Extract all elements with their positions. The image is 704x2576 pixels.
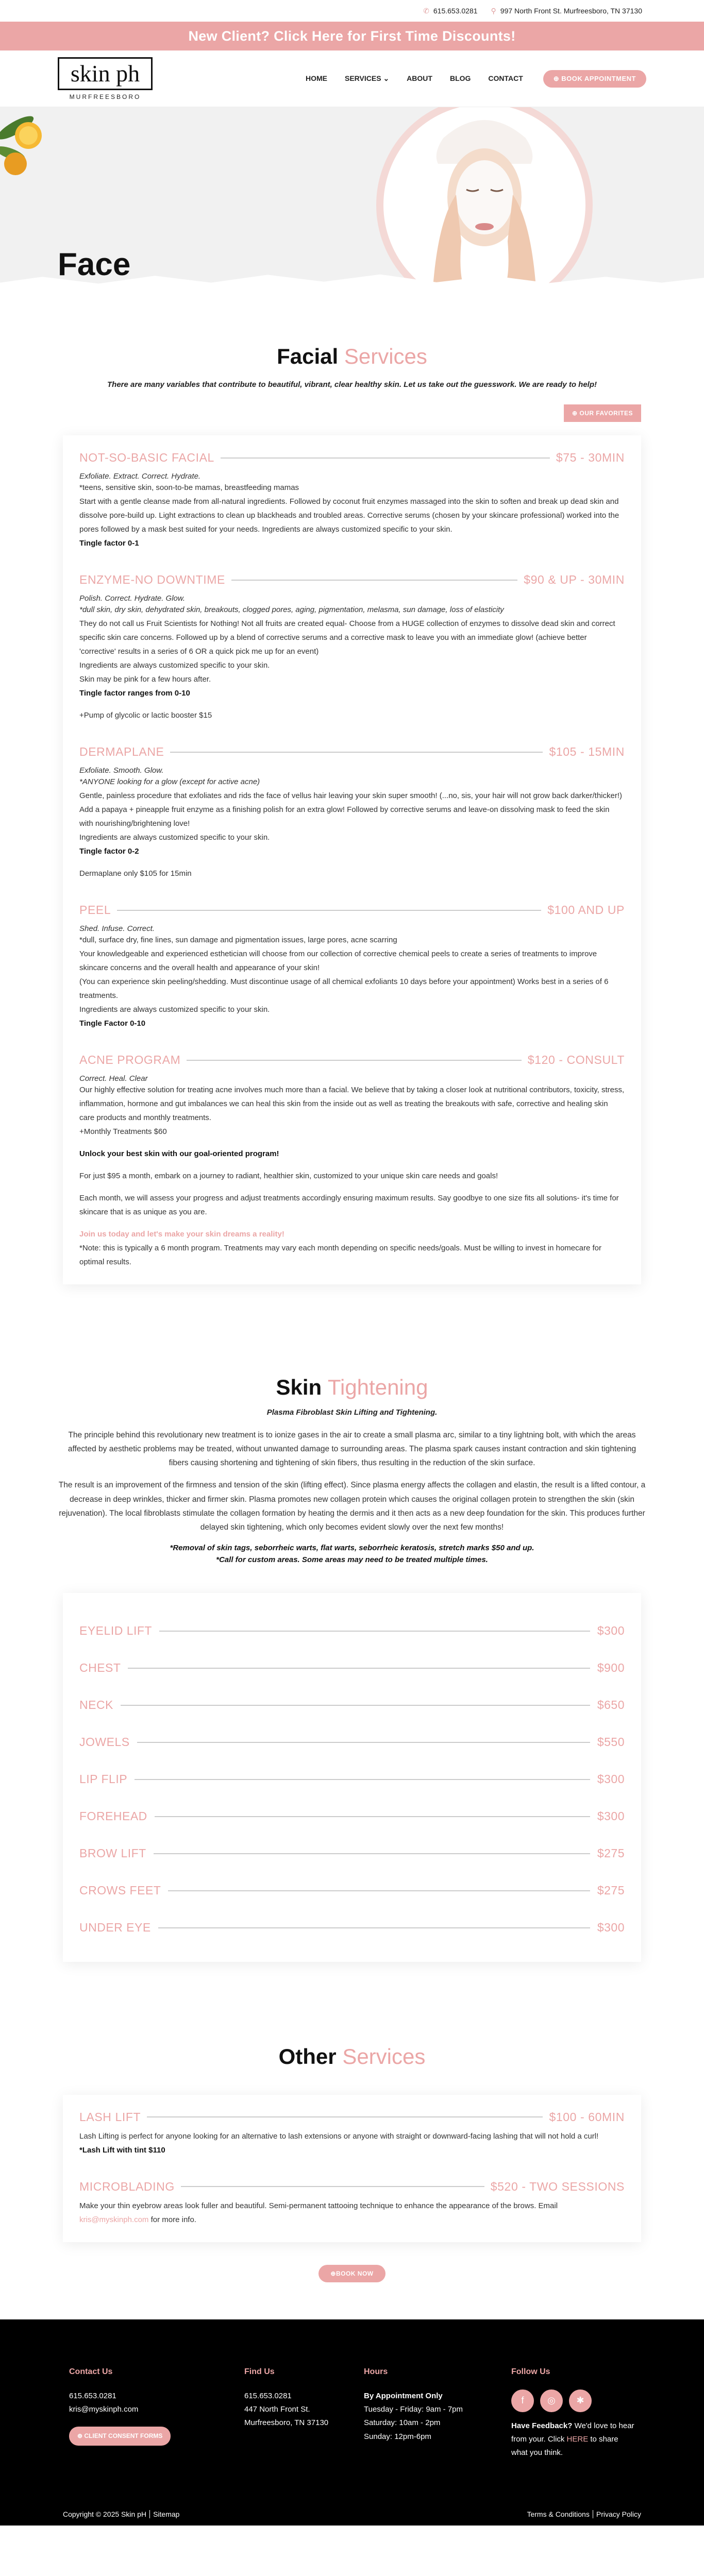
facial-section <box>0 344 704 1284</box>
menu-contact[interactable]: CONTACT <box>488 74 523 82</box>
plus-icon: ⊕ <box>572 410 580 417</box>
price-row: NECK $650 <box>79 1698 625 1712</box>
footer-bottom: Copyright © 2025 Skin pH Sitemap Terms & Conditions Privacy Policy <box>63 2510 641 2518</box>
footer-phone[interactable]: 615.653.0281 <box>69 2391 116 2400</box>
plus-icon: ⊕ <box>330 2269 336 2277</box>
chevron-down-icon: ⌄ <box>383 74 390 82</box>
logo[interactable]: skin ph MURFREESBORO <box>58 57 153 100</box>
plus-icon: ⊕ <box>77 2432 85 2440</box>
consent-forms-button[interactable]: ⊕ CLIENT CONSENT FORMS <box>69 2427 171 2446</box>
price-row: JOWELS $550 <box>79 1735 625 1749</box>
service-lash-lift: LASH LIFT $100 - 60MIN Lash Lifting is perfect for anyone looking for an alternative to lash extensions or anyone with straight or downward-facing lashing that will not hold a curl! *Lash Lift with tint $110 <box>79 2110 625 2155</box>
service-dermaplane: DERMAPLANE $105 - 15MIN Exfoliate. Smooth. Glow. *ANYONE looking for a glow (except for active acne) Gentle, painless procedure that exfoliates and rids the face of vellus hair leaving your skin super smooth! (...no, sis, your hair will not grow back darker/thicker!) Add a papaya + pineapple fruit enzyme as a finishing polish for an extra glow! Followed by corrective serums and leave-on dissolving mask to feed the skin with nourishing/brightening love! Ingredients are always customized specific to your skin. Tingle factor 0-2 Dermaplane only $105 for 15min <box>79 745 625 878</box>
tightening-section: Skin Tightening Plasma Fibroblast Skin Lifting and Tightening. The principle behind this revolutionary new treatment is to ionize gases in the air to create a small plasma arc, similar to a tiny lightning bolt, with which the areas affected by aesthetic problems may be treated, without unwanted damage to surrounding areas. The plasma spark causes instant contraction and skin tightening fibers causing shortening and tightening of skin fibers, thus resulting in the reduction of the skin surface. The result is an improvement of the firmness and tension of the skin (lifting effect). Since plasma energy affects the collagen and elastin, the result is a lifted contour, a decrease in deep wrinkles, thicker and firmer skin. Plasma promotes new collagen protein which causes the original collagen protein to strengthen the skin (skin rejuvenation). The local fibroblasts stimulate the collagen formation by heating the dermis and it then acts as a new deep foundation for the skin. This produces further delayed skin tightening, which only becomes evident slowly over the next few months! *Removal of skin tags, seborrheic warts, flat warts, seborrheic keratosis, stretch marks $50 and up. *Call for custom areas. Some areas may need to be treated multiple times. EYELID LIFT $300 CHEST $900 NECK $650 JOWELS $550 LIP FLIP $300 FOREHEAD $300 BROW LIFT $275 CROWS FEET $275 UNDER EYE $300 <box>0 1375 704 1962</box>
sitemap-link[interactable]: Sitemap <box>153 2510 180 2518</box>
privacy-link[interactable]: Privacy Policy <box>596 2510 641 2518</box>
footer-hours: Hours By Appointment Only Tuesday - Friday: 9am - 7pm Saturday: 10am - 2pm Sunday: 12pm-6pm <box>364 2367 463 2441</box>
price-row: UNDER EYE $300 <box>79 1921 625 1935</box>
book-appointment-button[interactable]: ⊕ BOOK APPOINTMENT <box>543 70 646 88</box>
main-menu <box>306 74 523 83</box>
other-title: Other Services <box>278 2044 426 2069</box>
facial-intro: There are many variables that contribute to beautiful, vibrant, clear healthy skin. Let us take out the guesswork. We are ready to help! <box>107 380 597 389</box>
promo-banner[interactable]: New Client? Click Here for First Time Discounts! <box>0 22 704 50</box>
yelp-icon[interactable]: ✱ <box>569 2389 592 2412</box>
topbar <box>0 0 704 22</box>
topbar-phone[interactable]: ✆ 615.653.0281 <box>423 6 478 15</box>
footer-contact: Contact Us 615.653.0281 kris@myskinph.com ⊕ CLIENT CONSENT FORMS <box>69 2365 171 2446</box>
terms-link[interactable]: Terms & Conditions <box>527 2510 590 2518</box>
our-favorites-button[interactable]: ⊕ OUR FAVORITES <box>564 404 641 422</box>
instagram-icon[interactable]: ◎ <box>540 2389 563 2412</box>
topbar-address[interactable]: ⚲ 997 North Front St. Murfreesboro, TN 37130 <box>491 6 642 15</box>
facial-services-card <box>63 435 641 1284</box>
price-row: LIP FLIP $300 <box>79 1772 625 1786</box>
menu-home[interactable]: HOME <box>306 74 327 82</box>
other-section <box>0 2044 704 2282</box>
page-title: Face <box>58 247 131 282</box>
other-services-card <box>63 2095 641 2242</box>
book-now-button[interactable]: ⊕ BOOK NOW <box>319 2265 385 2282</box>
plus-icon: ⊕ <box>553 74 562 82</box>
facial-title: Facial Services <box>277 344 427 368</box>
menu-blog[interactable]: BLOG <box>449 74 471 82</box>
service-not-so-basic-facial: NOT-SO-BASIC FACIAL $75 - 30MIN Exfoliate. Extract. Correct. Hydrate. *teens, sensitive skin, soon-to-be mamas, breastfeeding mamas Start with a gentle cleanse made from all-natural ingredients. Followed by coconut fruit enzymes massaged into the skin to soften and break up dead skin and dissolve pore-build up. Light extractions to clean up blackheads and troubled areas. Corrective serums (chosen by your skincare professional) worked into the pores followed by a mask best suited for your needs. Ingredients are always customized specific to your skin. Tingle factor 0-1 <box>79 451 625 548</box>
price-row: BROW LIFT $275 <box>79 1846 625 1860</box>
fruit-decoration-image <box>0 107 62 179</box>
footer-find: Find Us 615.653.0281 447 North Front St. Murfreesboro, TN 37130 <box>244 2367 329 2428</box>
service-acne-program: ACNE PROGRAM $120 - CONSULT Correct. Heal. Clear Our highly effective solution for treating acne involves much more than a facial. We believe that by taking a closer look at nutritional contributors, toxicity, stress, inflammation, hormone and gut imbalances we can heal this skin from the inside out as well as treating the breakouts with safe, corrective and healing skin care products and monthly treatments. +Monthly Treatments $60 Unlock your best skin with our goal-oriented program! For just $95 a month, embark on a journey to radiant, healthier skin, customized to your unique skin care needs and goals! Each month, we will assess your progress and adjust treatments accordingly ensuring maximum results. Say goodbye to one size fits all solutions- it's time for skincare that is as unique as you are. Join us today and let's make your skin dreams a reality! *Note: this is typically a 6 month program. Treatments may vary each month depending on specific needs/goals. Must be willing to invest in homecare for optimal results. <box>79 1053 625 1266</box>
price-row: FOREHEAD $300 <box>79 1809 625 1823</box>
feedback-link[interactable]: HERE <box>566 2435 589 2444</box>
header-nav <box>0 50 704 107</box>
hero <box>0 107 704 289</box>
price-row: CROWS FEET $275 <box>79 1884 625 1897</box>
facebook-icon[interactable]: f <box>511 2389 534 2412</box>
email-link[interactable]: kris@myskinph.com <box>79 2215 149 2224</box>
woman-face-mask-image <box>412 107 557 287</box>
tightening-price-card <box>63 1593 641 1962</box>
map-pin-icon: ⚲ <box>491 6 496 15</box>
price-row: CHEST $900 <box>79 1661 625 1675</box>
footer-email[interactable]: kris@myskinph.com <box>69 2405 139 2414</box>
price-row: EYELID LIFT $300 <box>79 1624 625 1638</box>
footer-follow: Follow Us f ◎ ✱ Have Feedback? We'd love to hear from your. Click HERE to share what you think. <box>511 2367 634 2458</box>
menu-about[interactable]: ABOUT <box>407 74 432 82</box>
phone-icon: ✆ <box>423 6 429 15</box>
service-microblading: MICROBLADING $520 - TWO SESSIONS Make your thin eyebrow areas look fuller and beautiful. Semi-permanent tattooing technique to enhance the appearance of the brows. Email kris@myskinph.com for more info. <box>79 2179 625 2224</box>
footer <box>0 2319 704 2526</box>
menu-services[interactable]: SERVICES ⌄ <box>345 74 390 82</box>
tightening-title: Skin Tightening <box>276 1375 428 1399</box>
service-peel: PEEL $100 AND UP Shed. Infuse. Correct. *dull, surface dry, fine lines, sun damage and pigmentation issues, large pores, acne scarring Your knowledgeable and experienced esthetician will choose from our collection of corrective chemical peels to create a series of treatments to improve skincare concerns and the overall health and appearance of your skin! (You can experience skin peeling/shedding. Must discontinue usage of all chemical exfoliants 10 days before your appointment) Works best in a series of 6 treatments. Ingredients are always customized specific to your skin. Tingle Factor 0-10 <box>79 903 625 1028</box>
service-enzyme: ENZYME-NO DOWNTIME $90 & UP - 30MIN Polish. Correct. Hydrate. Glow. *dull skin, dry skin, dehydrated skin, breakouts, clogged pores, aging, pigmentation, melasma, sun damage, loss of elasticity They do not call us Fruit Scientists for Nothing! Not all fruits are created equal- Choose from a HUGE collection of enzymes to dissolve dead skin and correct specific skin care concerns. Followed up by a blend of corrective serums and a corrective mask to leave you with an immediate glow! (achieve better 'corrective' results in a series of 6 OR a quick pick me up for an event) Ingredients are always customized specific to your skin. Skin may be pink for a few hours after. Tingle factor ranges from 0-10 +Pump of glycolic or lactic booster $15 <box>79 573 625 720</box>
